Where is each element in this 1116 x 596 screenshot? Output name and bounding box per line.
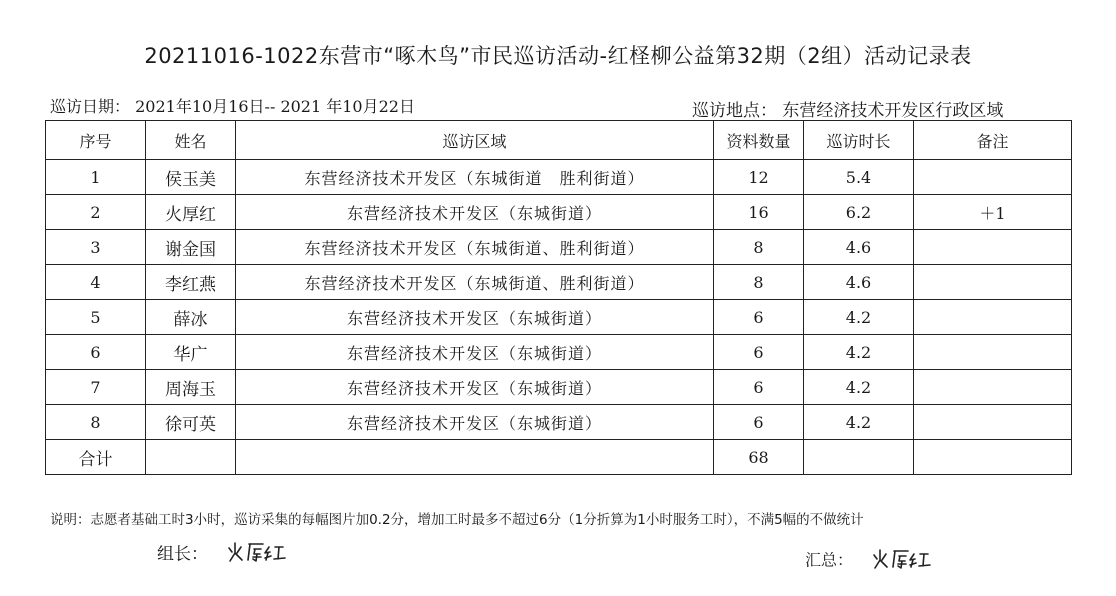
row-name: 徐可英 <box>146 405 236 440</box>
row-no: 7 <box>46 370 146 405</box>
header-name: 姓名 <box>146 121 236 160</box>
table-row <box>46 160 1072 195</box>
row-count: 12 <box>714 160 804 195</box>
row-name: 薛冰 <box>146 300 236 335</box>
row-no: 5 <box>46 300 146 335</box>
total-label: 合计 <box>46 440 146 475</box>
summary-signature <box>870 546 934 576</box>
row-remark <box>914 265 1072 300</box>
row-area: 东营经济技术开发区（东城街道） <box>236 300 714 335</box>
table-row <box>46 230 1072 265</box>
row-name: 李红燕 <box>146 265 236 300</box>
row-name: 火厚红 <box>146 195 236 230</box>
row-area: 东营经济技术开发区（东城街道、胜利街道） <box>236 265 714 300</box>
row-count: 8 <box>714 230 804 265</box>
row-remark <box>914 230 1072 265</box>
header-remark: 备注 <box>914 121 1072 160</box>
summary <box>805 546 934 576</box>
row-hours: 5.4 <box>804 160 914 195</box>
summary-label: 汇总： <box>805 550 854 570</box>
header-count: 资料数量 <box>714 121 804 160</box>
row-count: 6 <box>714 370 804 405</box>
table-row <box>46 405 1072 440</box>
group-leader-signature <box>225 539 289 570</box>
handwritten-signature-icon <box>225 539 289 565</box>
group-leader <box>157 539 289 570</box>
header-hours: 巡访时长 <box>804 121 914 160</box>
row-area: 东营经济技术开发区（东城街道、胜利街道） <box>236 230 714 265</box>
total-row <box>46 440 1072 475</box>
row-no: 4 <box>46 265 146 300</box>
row-hours: 4.2 <box>804 370 914 405</box>
header-no: 序号 <box>46 121 146 160</box>
row-count: 6 <box>714 300 804 335</box>
header-area: 巡访区域 <box>236 121 714 160</box>
row-remark: ＋1 <box>914 195 1072 230</box>
row-count: 6 <box>714 335 804 370</box>
row-no: 1 <box>46 160 146 195</box>
handwritten-signature-icon <box>870 546 934 572</box>
visit-date <box>50 94 415 117</box>
total-remark-empty <box>914 440 1072 475</box>
row-name: 侯玉美 <box>146 160 236 195</box>
document-title: 20211016-1022东营市“啄木鸟”市民巡访活动-红柽柳公益第32期（2组）活动记录表 <box>144 44 972 68</box>
row-area: 东营经济技术开发区（东城街道 胜利街道） <box>236 160 714 195</box>
visit-place-label: 巡访地点： <box>692 101 777 121</box>
row-remark <box>914 370 1072 405</box>
row-area: 东营经济技术开发区（东城街道） <box>236 405 714 440</box>
row-hours: 4.2 <box>804 335 914 370</box>
total-area-empty <box>236 440 714 475</box>
table-header-row <box>46 121 1072 160</box>
group-leader-label: 组长： <box>157 544 208 565</box>
table-row <box>46 335 1072 370</box>
row-area: 东营经济技术开发区（东城街道） <box>236 195 714 230</box>
row-remark <box>914 335 1072 370</box>
row-hours: 6.2 <box>804 195 914 230</box>
row-no: 8 <box>46 405 146 440</box>
row-hours: 4.2 <box>804 300 914 335</box>
row-area: 东营经济技术开发区（东城街道） <box>236 335 714 370</box>
row-name: 周海玉 <box>146 370 236 405</box>
visit-date-value: 2021年10月16日-- 2021 年10月22日 <box>135 97 415 116</box>
row-hours: 4.6 <box>804 230 914 265</box>
explanation-note: 说明：志愿者基础工时3小时，巡访采集的每幅图片加0.2分，增加工时最多不超过6分（1分折算为1小时服务工时），不满5幅的不做统计 <box>50 512 864 528</box>
table-row <box>46 265 1072 300</box>
total-count: 68 <box>714 440 804 475</box>
row-name: 华广 <box>146 335 236 370</box>
row-remark <box>914 405 1072 440</box>
total-name-empty <box>146 440 236 475</box>
row-no: 2 <box>46 195 146 230</box>
row-count: 16 <box>714 195 804 230</box>
row-name: 谢金国 <box>146 230 236 265</box>
table-row <box>46 370 1072 405</box>
activity-record-table <box>45 120 1072 475</box>
visit-place-value: 东营经济技术开发区行政区域 <box>782 101 1004 121</box>
row-hours: 4.2 <box>804 405 914 440</box>
row-no: 6 <box>46 335 146 370</box>
row-area: 东营经济技术开发区（东城街道） <box>236 370 714 405</box>
total-hours-empty <box>804 440 914 475</box>
row-remark <box>914 300 1072 335</box>
visit-place <box>692 96 1003 121</box>
row-count: 8 <box>714 265 804 300</box>
table-row <box>46 300 1072 335</box>
table-row <box>46 195 1072 230</box>
row-count: 6 <box>714 405 804 440</box>
row-no: 3 <box>46 230 146 265</box>
visit-date-label: 巡访日期： <box>50 97 131 116</box>
row-remark <box>914 160 1072 195</box>
row-hours: 4.6 <box>804 265 914 300</box>
